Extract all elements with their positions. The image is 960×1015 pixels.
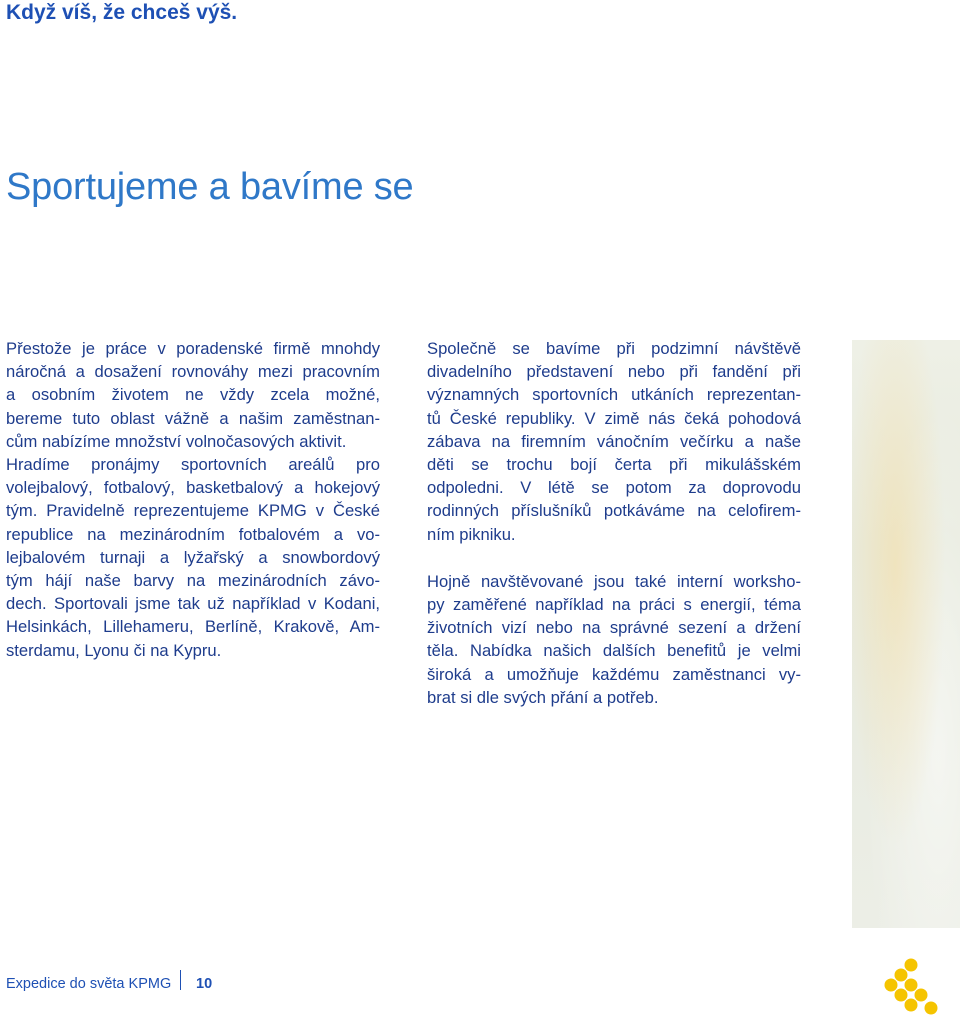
text-line: Společně se bavíme při podzimní návštěvě bbox=[427, 339, 801, 358]
text-line: zábava na firemním vánočním večírku a naše bbox=[427, 431, 801, 451]
right-paragraph-1 bbox=[427, 337, 801, 546]
text-line: tým hájí naše barvy na mezinárodních závo- bbox=[6, 571, 380, 591]
text-line: cům nabízíme množství volnočasových aktivit. bbox=[6, 431, 347, 451]
text-line: Hradíme pronájmy sportovních areálů pro bbox=[6, 455, 380, 475]
text-line: tů České republiky. V zimě nás čeká pohodová bbox=[427, 408, 801, 428]
text-line: významných sportovních utkáních reprezentan- bbox=[427, 385, 801, 405]
photo-shading bbox=[852, 340, 960, 928]
logo-dot bbox=[905, 999, 918, 1012]
page-title: Sportujeme a bavíme se bbox=[6, 166, 414, 208]
text-line: životních vizí nebo na správné sezení a držení bbox=[427, 618, 801, 638]
text-line: tým. Pravidelně reprezentujeme KPMG v České bbox=[6, 501, 380, 521]
header-tagline: Když víš, že chceš výš. bbox=[6, 1, 238, 24]
text-line: odpoledni. V létě se potom za doprovodu bbox=[427, 478, 801, 498]
text-line: brat si dle svých přání a potřeb. bbox=[427, 687, 659, 707]
right-column-text bbox=[427, 337, 801, 709]
text-line: volejbalový, fotbalový, basketbalový a hokejový bbox=[6, 478, 380, 498]
text-line: bereme tuto oblast vážně a našim zaměstnan- bbox=[6, 408, 380, 428]
kpmg-dots-logo-icon bbox=[880, 956, 960, 1015]
text-line: široká a umožňuje každému zaměstnanci vy- bbox=[427, 664, 801, 684]
text-line: rodinných příslušníků potkáváme na celofirem- bbox=[427, 501, 801, 521]
text-line: py zaměřené například na práci s energií, téma bbox=[427, 595, 801, 615]
text-line: těla. Nabídka našich dalších benefitů je velmi bbox=[427, 641, 801, 661]
text-line: sterdamu, Lyonu či na Kypru. bbox=[6, 640, 222, 660]
logo-dot bbox=[905, 979, 918, 992]
footer-publication-title: Expedice do světa KPMG bbox=[6, 976, 172, 992]
logo-dot bbox=[925, 1002, 938, 1015]
right-paragraph-2 bbox=[427, 570, 801, 709]
text-line: a osobním životem ne vždy zcela možné, bbox=[6, 385, 380, 405]
page-number: 10 bbox=[196, 976, 213, 992]
text-line: divadelního představení nebo při fandění při bbox=[427, 362, 801, 382]
text-line: republice na mezinárodním fotbalovém a vo- bbox=[6, 524, 380, 544]
logo-dot bbox=[885, 979, 898, 992]
text-line: děti se trochu bojí čerta při mikulášském bbox=[427, 455, 801, 475]
footer-divider bbox=[180, 970, 181, 990]
text-line: dech. Sportovali jsme tak už například v Kodani, bbox=[6, 594, 380, 614]
logo-dot bbox=[895, 989, 908, 1002]
text-line: ním pikniku. bbox=[427, 524, 516, 544]
logo-dot bbox=[895, 969, 908, 982]
paragraph-spacer bbox=[427, 546, 801, 570]
text-line: Hojně navštěvované jsou také interní worksho- bbox=[427, 571, 801, 591]
text-line: Helsinkách, Lillehameru, Berlíně, Krakově, Am- bbox=[6, 617, 380, 637]
text-line: Přestože je práce v poradenské firmě mnohdy bbox=[6, 339, 380, 358]
left-column-text bbox=[6, 337, 380, 662]
logo-dot bbox=[905, 959, 918, 972]
logo-dot bbox=[915, 989, 928, 1002]
photo-strip bbox=[852, 340, 960, 928]
text-line: náročná a dosažení rovnováhy mezi pracovním bbox=[6, 362, 380, 382]
left-paragraph bbox=[6, 337, 380, 662]
text-line: lejbalovém turnaji a lyžařský a snowbordový bbox=[6, 547, 380, 567]
